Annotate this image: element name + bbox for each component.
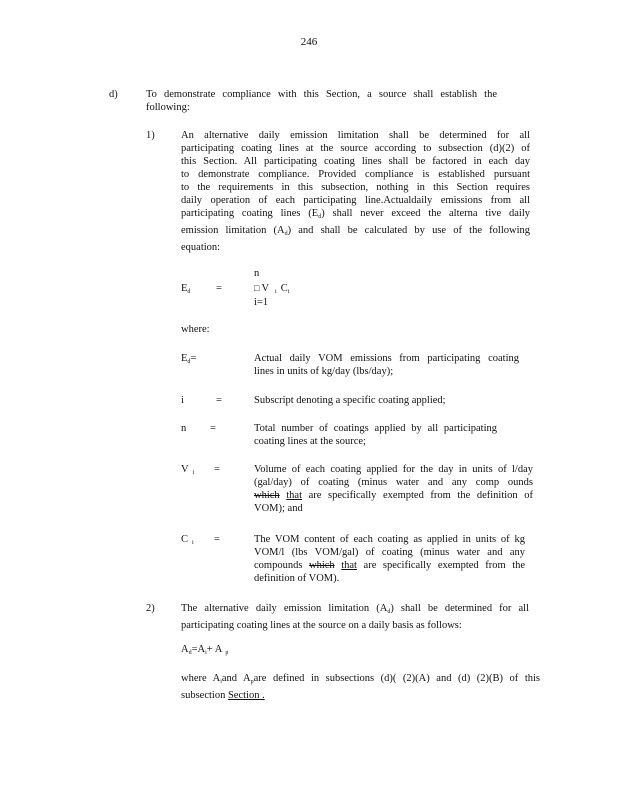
summation-icon: □ xyxy=(254,283,260,293)
item-2-line-2: participating coating lines at the source on a daily basis as follows: xyxy=(181,620,462,631)
equation-summation: □ V $_i$ $C_i$ xyxy=(254,283,290,295)
def-symbol-n: n xyxy=(181,423,187,434)
def-vi-line-4: VOM); and xyxy=(254,503,303,514)
def-symbol-ci: C $_i$ xyxy=(181,534,194,546)
def-equals-ci: = xyxy=(214,534,220,545)
def-vi-line-1: Volume of each coating applied for the day in units of l/day xyxy=(254,464,533,475)
section-d-line-2: following: xyxy=(146,102,190,113)
item-1-line-3: this Section. All participating coating lines shall be factored in each day xyxy=(181,156,530,167)
inserted-text: that xyxy=(286,490,303,501)
item-1-line-8: emission limitation $(A_d)$ and shall be calculated by use of the following xyxy=(181,225,530,237)
def-symbol-vi: V $_i$ xyxy=(181,464,195,476)
equation-equals: = xyxy=(216,283,222,294)
where-label: where: xyxy=(181,324,210,335)
item-1-line-7: participating coating lines $(E_d)$ shall never exceed the alterna tive daily xyxy=(181,208,530,220)
inserted-text: Section xyxy=(227,690,260,701)
def-vi-line-3: which that are specifically exempted from the definition of xyxy=(254,490,533,501)
item-2-where-line-2: subsection Section . xyxy=(181,690,265,701)
inserted-text: that xyxy=(341,560,357,571)
item-2-line-1: The alternative daily emission limitation $(A_d)$ shall be determined for all xyxy=(181,603,529,615)
section-d-label: d) xyxy=(109,89,118,100)
equation-lower-limit: i=1 xyxy=(254,297,269,308)
page-number: 246 xyxy=(300,36,318,48)
item-1-line-9: equation: xyxy=(181,242,221,253)
item-1-line-6: daily operation of each participating line.Actualdaily emissions from all xyxy=(181,195,530,206)
item-2-where-paragraph xyxy=(181,672,540,702)
def-equals-vi: = xyxy=(214,464,220,475)
def-n-line-2: coating lines at the source; xyxy=(254,436,366,447)
deleted-text: which xyxy=(254,490,280,501)
item-1-paragraph xyxy=(181,129,530,254)
equation-lhs: $E_d$ xyxy=(181,283,191,295)
item-2-paragraph xyxy=(181,602,529,632)
item-1-line-5: to the requirements in this subsection, nothing in this Section requires xyxy=(181,182,530,193)
def-equals-n: = xyxy=(210,423,216,434)
def-ci-line-1: The VOM content of each coating as applied in units of kg xyxy=(254,534,525,545)
def-i-line-1: Subscript denoting a specific coating applied; xyxy=(254,395,446,406)
def-n-line-1: Total number of coatings applied by all participating xyxy=(254,423,497,434)
item-1-line-2: participating coating lines at the source according to subsection (d)(2) of xyxy=(181,143,530,154)
equation-upper-limit: n xyxy=(254,268,260,279)
def-ed-line-1: Actual daily VOM emissions from participating coating xyxy=(254,353,519,364)
item-2-formula: $A_d=A_i+ A$ $_p$ xyxy=(181,644,229,656)
item-1-line-4: to demonstrate compliance. Provided compliance is established pursuant xyxy=(181,169,530,180)
section-d-line-1: To demonstrate compliance with this Section, a source shall establish the xyxy=(146,89,497,100)
def-ci-line-3: compounds which that are specifically exempted from the xyxy=(254,560,525,571)
def-ci-line-4: definition of VOM). xyxy=(254,573,340,584)
def-vi-line-2: (gal/day) of coating (minus water and any comp ounds xyxy=(254,477,533,488)
deleted-text: which xyxy=(308,560,335,571)
item-1-line-1: An alternative daily emission limitation shall be determined for all xyxy=(181,130,530,141)
def-equals-i: = xyxy=(216,395,222,406)
def-symbol-ed: $E_d=$ xyxy=(181,353,197,365)
def-symbol-i: i xyxy=(181,395,184,406)
item-2-label: 2) xyxy=(146,603,155,614)
def-ed-line-2: lines in units of kg/day (lbs/day); xyxy=(254,366,394,377)
item-1-label: 1) xyxy=(146,130,155,141)
item-2-where-line-1: where $A_iand$ $A_pare$ defined in subsections (d)( (2)(A) and (d) (2)(B) of this xyxy=(181,673,540,685)
def-ci-line-2: VOM/l (lbs VOM/gal) of coating (minus water and any xyxy=(254,547,525,558)
